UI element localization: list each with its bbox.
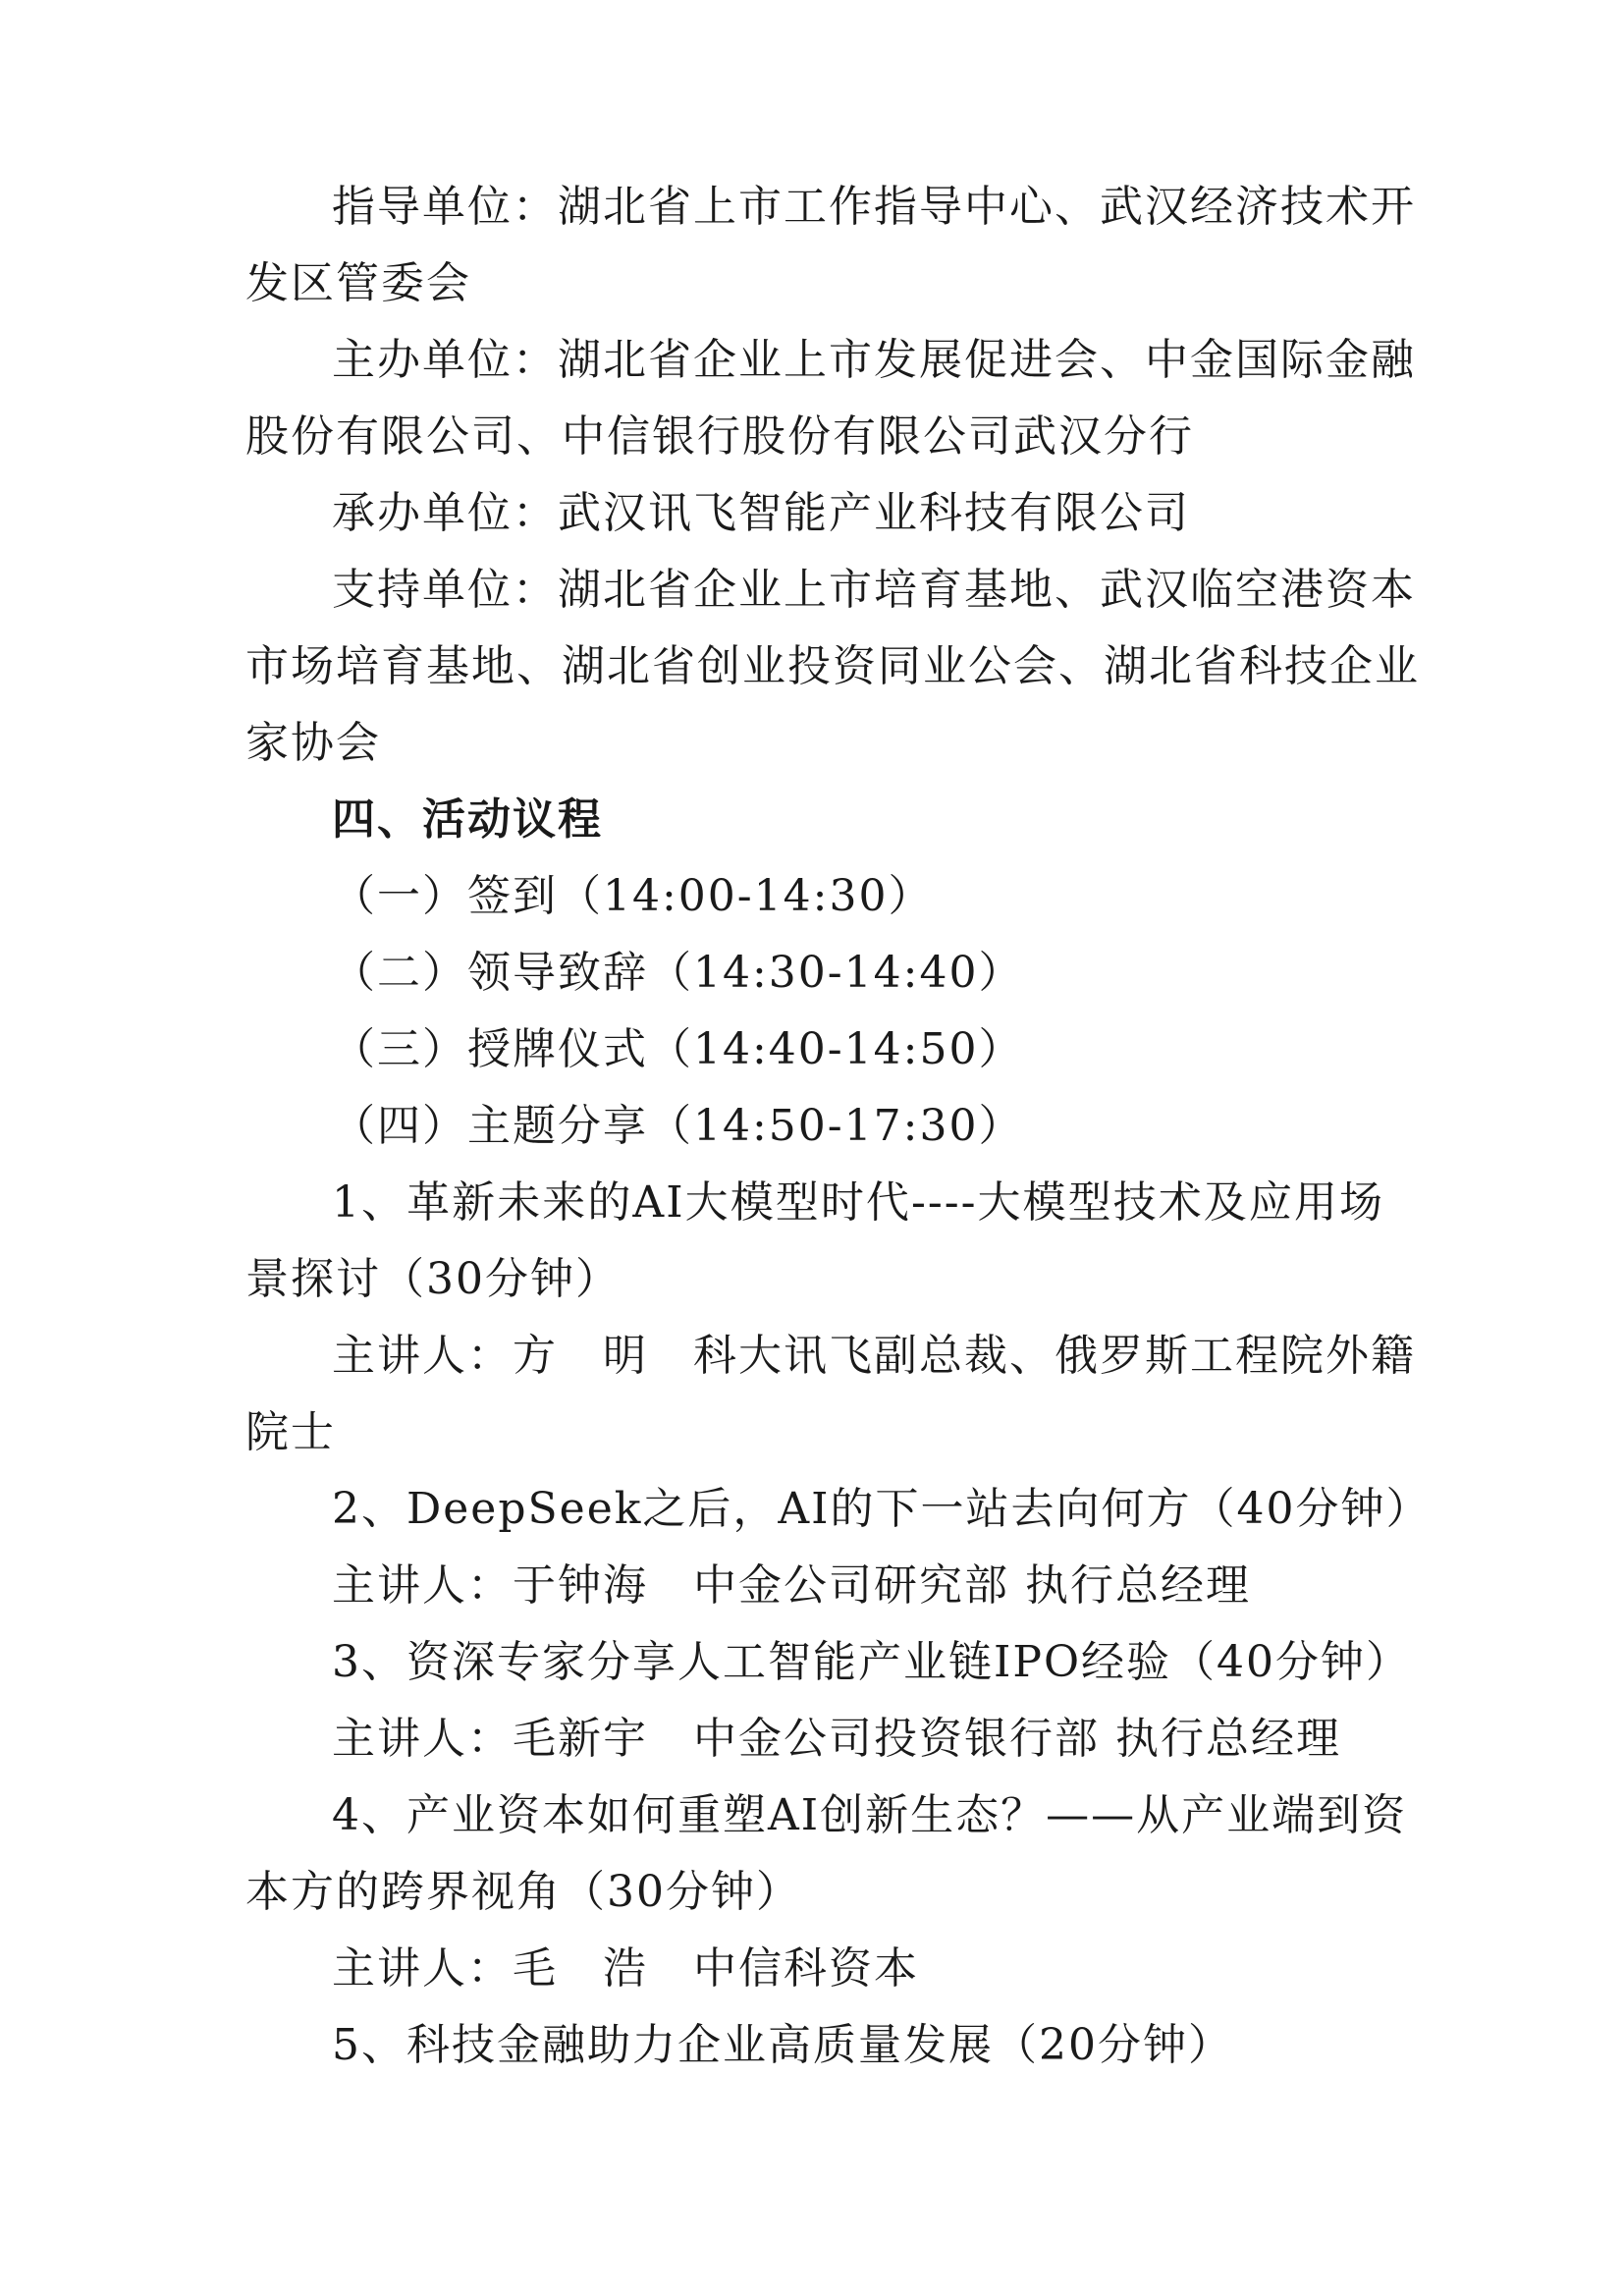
guiding-unit-line-2: 发区管委会 xyxy=(245,258,471,308)
agenda-item-checkin: （一）签到（14:00-14:30） xyxy=(332,871,934,921)
speaker-2: 主讲人：于钟海 中金公司研究部 执行总经理 xyxy=(332,1560,1251,1611)
agenda-heading: 四、活动议程 xyxy=(332,794,603,845)
speaker-4: 主讲人：毛 浩 中信科资本 xyxy=(332,1943,919,1994)
host-unit-line-1: 主办单位：湖北省企业上市发展促进会、中金国际金融 xyxy=(332,335,1416,385)
topic-3: 3、资深专家分享人工智能产业链IPO经验（40分钟） xyxy=(332,1637,1412,1687)
agenda-item-speech: （二）领导致辞（14:30-14:40） xyxy=(332,948,1024,998)
support-unit-line-2: 市场培育基地、湖北省创业投资同业公会、湖北省科技企业 xyxy=(245,641,1420,691)
speaker-1-line-2: 院士 xyxy=(245,1407,336,1457)
topic-5: 5、科技金融助力企业高质量发展（20分钟） xyxy=(332,2020,1233,2070)
host-unit-line-2: 股份有限公司、中信银行股份有限公司武汉分行 xyxy=(245,411,1194,462)
topic-4-line-1: 4、产业资本如何重塑AI创新生态？——从产业端到资 xyxy=(332,1790,1408,1840)
topic-4-line-2: 本方的跨界视角（30分钟） xyxy=(245,1867,801,1917)
support-unit-line-3: 家协会 xyxy=(245,718,381,768)
agenda-item-topics: （四）主题分享（14:50-17:30） xyxy=(332,1101,1024,1151)
guiding-unit-line-1: 指导单位：湖北省上市工作指导中心、武汉经济技术开 xyxy=(332,182,1416,232)
topic-2: 2、DeepSeek之后，AI的下一站去向何方（40分钟） xyxy=(332,1484,1432,1534)
topic-1-line-1: 1、革新未来的AI大模型时代----大模型技术及应用场 xyxy=(332,1177,1384,1228)
agenda-item-award: （三）授牌仪式（14:40-14:50） xyxy=(332,1024,1024,1074)
organizer-line: 承办单位：武汉讯飞智能产业科技有限公司 xyxy=(332,488,1190,538)
document-body xyxy=(245,169,1432,2084)
speaker-3: 主讲人：毛新宇 中金公司投资银行部 执行总经理 xyxy=(332,1714,1341,1764)
speaker-1-line-1: 主讲人：方 明 科大讯飞副总裁、俄罗斯工程院外籍 xyxy=(332,1331,1416,1381)
support-unit-line-1: 支持单位：湖北省企业上市培育基地、武汉临空港资本 xyxy=(332,565,1416,615)
topic-1-line-2: 景探讨（30分钟） xyxy=(245,1254,621,1304)
